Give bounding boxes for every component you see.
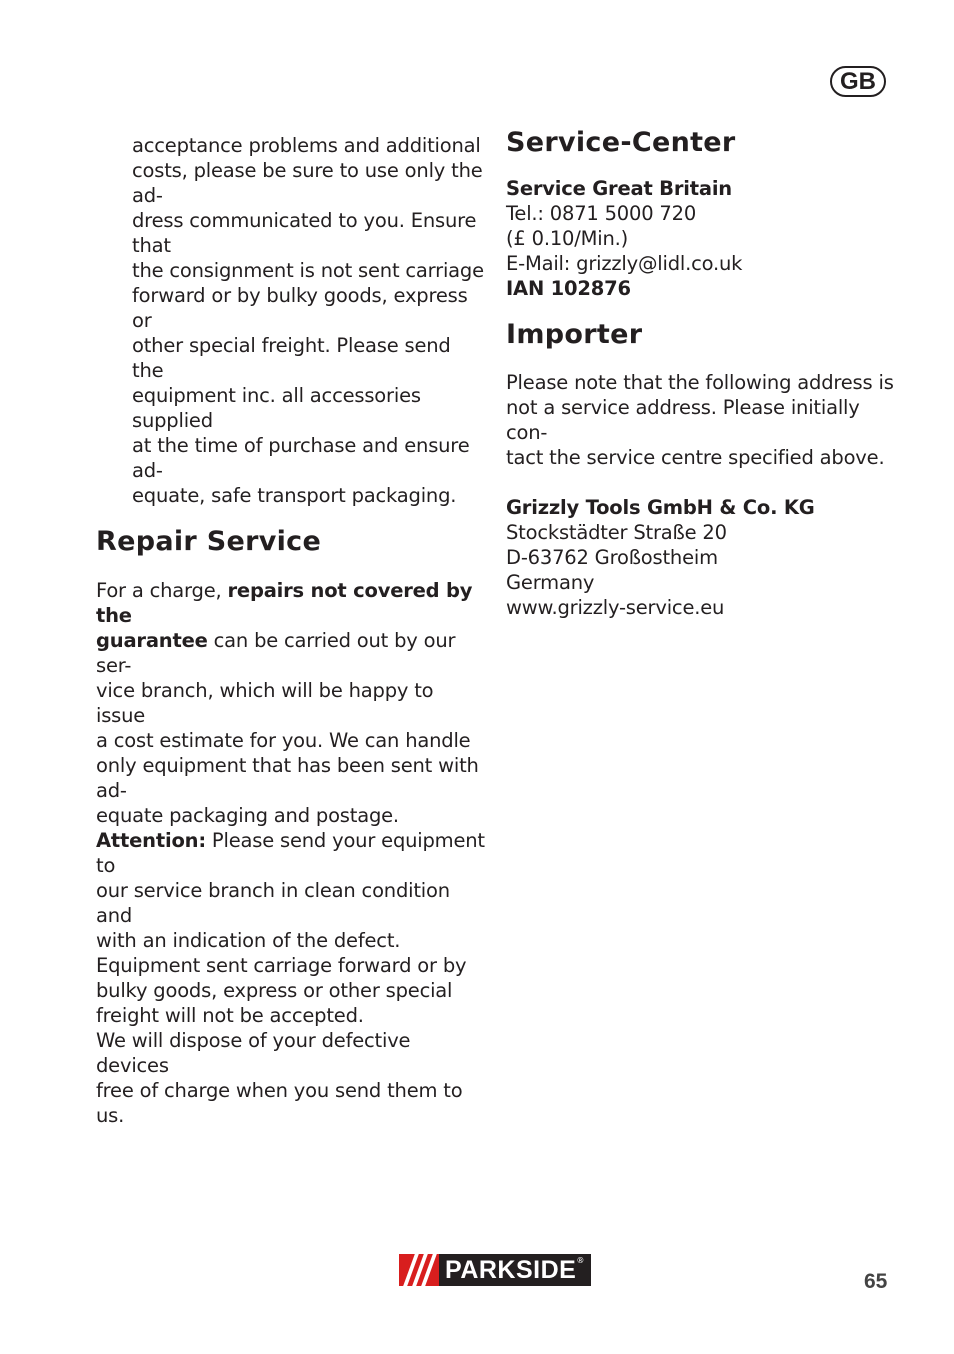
service-contact-block [506,176,896,301]
repair-service-heading: Repair Service [96,526,322,557]
importer-note: Please note that the following address is not a service address. Please initially con- tact the service centre specified above. [506,371,894,469]
service-rate: (£ 0.10/Min.) [506,227,629,250]
attention-label: Attention: [96,829,206,852]
service-center-heading: Service-Center [506,127,736,158]
parkside-logo [399,1254,591,1286]
country-badge: GB [830,66,886,97]
importer-heading: Importer [506,319,643,350]
logo-stripes-icon [399,1254,439,1286]
company-name: Grizzly Tools GmbH & Co. KG [506,496,815,519]
website-url: www.grizzly-service.eu [506,596,725,619]
ian-number: IAN 102876 [506,277,631,300]
repair-service-paragraph: For a charge, repairs not covered by the guarantee can be carried out by our ser- vice branch, which will be happy to issue a cost estimate for you. We can handle only equipment that has been sent with ad- equate packaging and postage. Attention: Please send your equipment to our service branch in clean condition and with an indication of the defect. Equipment sent carriage forward or by bulky goods, express or other special freight will not be accepted. We will dispose of your defective devices free of charge when you send them to us. [96,579,485,1127]
logo-brand-text: PARKSIDE [445,1255,577,1284]
service-phone: Tel.: 0871 5000 720 [506,202,697,225]
service-name: Service Great Britain [506,177,732,200]
left-column [96,133,486,1128]
right-column [506,127,896,620]
page-number: 65 [864,1270,888,1293]
importer-address: Grizzly Tools GmbH & Co. KG Stockstädter Straße 20 D-63762 Großostheim Germany www.grizzly-service.eu [506,495,896,620]
intro-paragraph: acceptance problems and additional costs, please be sure to use only the ad- dress communicated to you. Ensure that the consignment is not sent carriage forward or by bulky goods, express or other special freight. Please send the equipment inc. all accessories supplied at the time of purchase and ensure ad- equate, safe transport packaging. [132,134,484,507]
service-email: E-Mail: grizzly@lidl.co.uk [506,252,743,275]
registered-mark: ® [576,1256,585,1265]
